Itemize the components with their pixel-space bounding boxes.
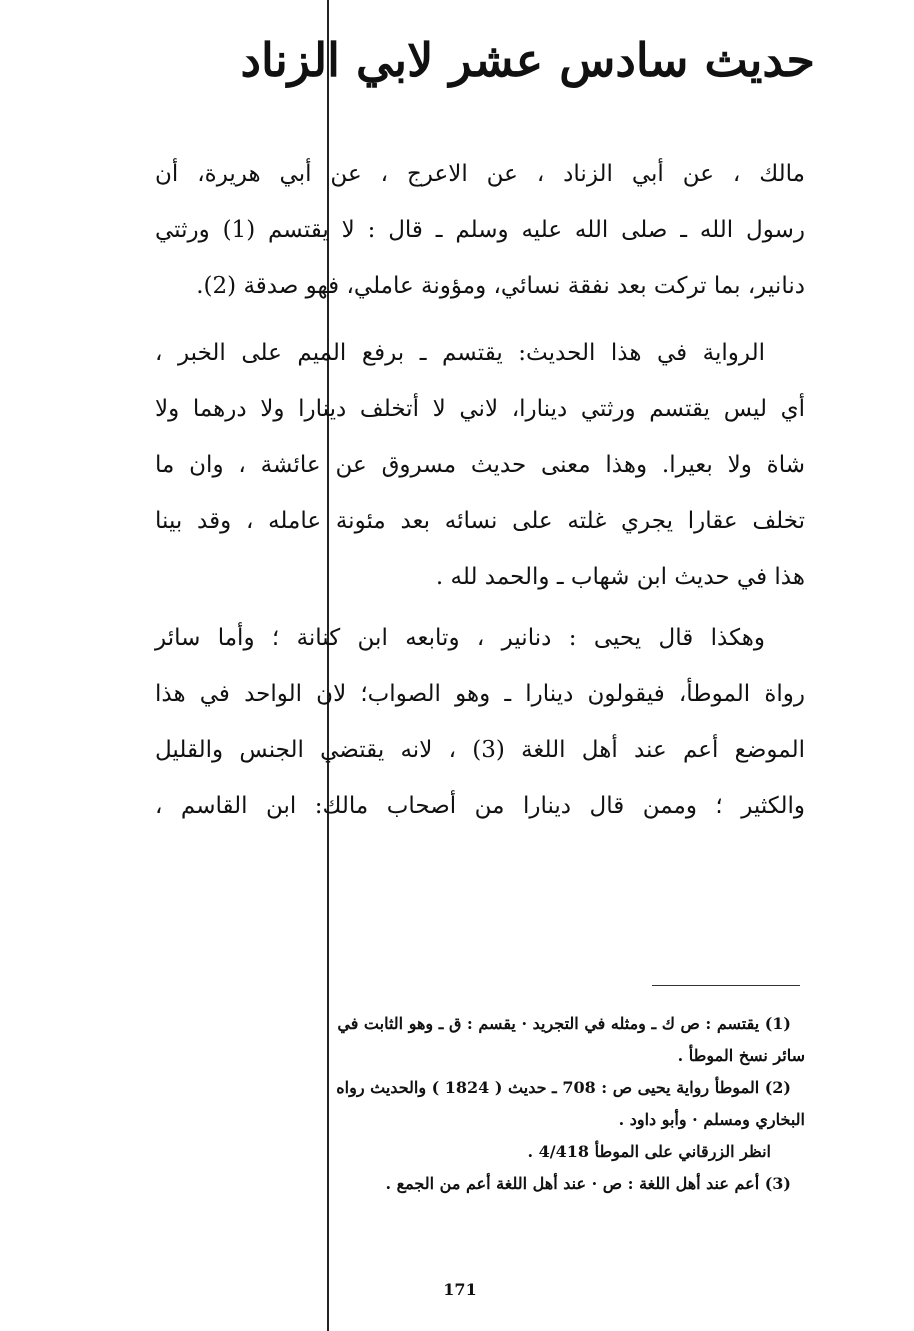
footnote-line: سائر نسخ الموطأ . — [677, 1046, 805, 1065]
footnote-line: البخاري ومسلم · وأبو داود . — [618, 1110, 805, 1129]
text-line: دنانير، بما تركت بعد نفقة نسائي، ومؤونة عاملي، فهو صدقة (2). — [196, 273, 805, 299]
text-line: الموضع أعم عند أهل اللغة (3) ، لانه يقتضي الجنس والقليل — [155, 737, 805, 763]
text-line: رسول الله ـ صلى الله عليه وسلم ـ قال : لا يقتسم (1) ورثتي — [155, 217, 805, 243]
text-line: تخلف عقارا يجري غلته على نسائه بعد مئونة عامله ، وقد بينا — [155, 508, 805, 534]
footnote-separator — [652, 985, 800, 986]
page-title: حديث سادس عشر لابي الزناد — [240, 33, 815, 87]
paragraph-2 — [155, 325, 805, 605]
footnote-line: (3) أعم عند أهل اللغة : ص · عند أهل اللغة أعم من الجمع . — [385, 1174, 791, 1193]
text-line: شاة ولا بعيرا. وهذا معنى حديث مسروق عن عائشة ، وان ما — [155, 452, 805, 478]
footnote-line: (2) الموطأ رواية يحيى ص : 708 ـ حديث ( 1824 ) والحديث رواه — [336, 1078, 791, 1097]
text-line: والكثير ؛ وممن قال دينارا من أصحاب مالك: ابن القاسم ، — [155, 793, 805, 819]
page-number: 171 — [443, 1280, 477, 1299]
text-line: أي ليس يقتسم ورثتي دينارا، لاني لا أتخلف دينارا ولا درهما ولا — [155, 396, 805, 422]
text-line: وهكذا قال يحيى : دنانير ، وتابعه ابن كنانة ؛ وأما سائر — [155, 625, 765, 651]
paragraph-1 — [155, 146, 805, 314]
footnote-line: (1) يقتسم : ص ك ـ ومثله في التجريد · يقسم : ق ـ وهو الثابت في — [337, 1014, 791, 1033]
text-line: رواة الموطأ، فيقولون دينارا ـ وهو الصواب؛ لان الواحد في هذا — [155, 681, 805, 707]
footnote-line: انظر الزرقاني على الموطأ 4/418 . — [527, 1142, 771, 1161]
text-line: مالك ، عن أبي الزناد ، عن الاعرج ، عن أبي هريرة، أن — [155, 161, 805, 187]
text-line: الرواية في هذا الحديث: يقتسم ـ برفع الميم على الخبر ، — [155, 340, 765, 366]
paragraph-3 — [155, 610, 805, 834]
footnotes — [160, 1008, 805, 1200]
text-line: هذا في حديث ابن شهاب ـ والحمد لله . — [435, 564, 805, 590]
